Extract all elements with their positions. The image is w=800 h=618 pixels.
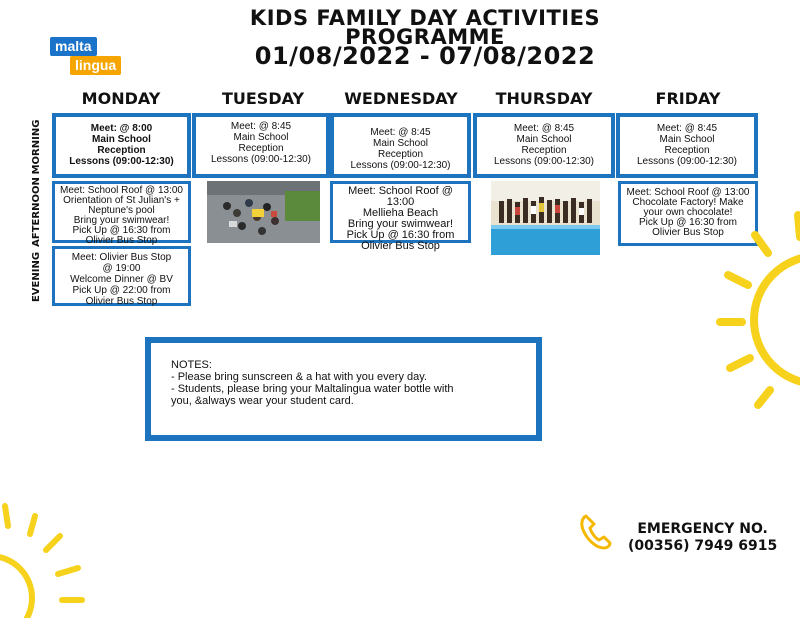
- tuesday-group-photo: [207, 181, 320, 243]
- evening-monday-cell: Meet: Olivier Bus Stop @ 19:00 Welcome Dinner @ BV Pick Up @ 22:00 from Olivier Bus Stop: [52, 246, 191, 306]
- row-label-morning: MORNING: [31, 119, 42, 175]
- morning-tuesday-cell: Meet: @ 8:45 Main School Reception Lessons (09:00-12:30): [192, 113, 330, 178]
- afternoon-wednesday-cell: Meet: School Roof @ 13:00 Mellieha Beach Bring your swimwear! Pick Up @ 16:30 from Olivier Bus Stop: [330, 181, 471, 243]
- morning-monday-cell: Meet: @ 8:00 Main School Reception Lessons (09:00-12:30): [52, 113, 191, 178]
- notes-line-2: - Students, please bring your Maltalingua water bottle with: [171, 383, 454, 395]
- logo-word-malta: malta: [50, 37, 97, 56]
- date-range: 01/08/2022 - 07/08/2022: [254, 42, 596, 70]
- notes-heading: NOTES:: [171, 359, 212, 371]
- day-header-friday: FRIDAY: [655, 89, 721, 108]
- sun-decoration-left-icon: [0, 498, 90, 618]
- sun-decoration-right-icon: [700, 205, 800, 415]
- logo-word-lingua: lingua: [70, 56, 121, 75]
- day-header-monday: MONDAY: [81, 89, 161, 108]
- morning-wednesday-cell: Meet: @ 8:45 Main School Reception Lessons (09:00-12:30): [330, 113, 471, 178]
- day-header-thursday: THURSDAY: [495, 89, 593, 108]
- phone-icon: [578, 512, 614, 552]
- notes-line-3: you, &always wear your student card.: [171, 395, 354, 407]
- day-header-wednesday: WEDNESDAY: [344, 89, 458, 108]
- morning-friday-cell: Meet: @ 8:45 Main School Reception Lessons (09:00-12:30): [616, 113, 758, 178]
- thursday-pool-photo: [491, 181, 600, 255]
- maltalingua-logo: [50, 37, 130, 82]
- title-line-1: KIDS FAMILY DAY ACTIVITIES: [249, 6, 601, 30]
- afternoon-friday-cell: Meet: School Roof @ 13:00 Chocolate Factory! Make your own chocolate! Pick Up @ 16:30 from Olivier Bus Stop: [618, 181, 758, 246]
- emergency-number: (00356) 7949 6915: [628, 538, 778, 554]
- row-label-evening: EVENING: [31, 251, 42, 303]
- day-header-tuesday: TUESDAY: [221, 89, 305, 108]
- title-line-2: PROGRAMME: [345, 25, 505, 49]
- afternoon-monday-cell: Meet: School Roof @ 13:00 Orientation of St Julian's + Neptune's pool Bring your swimwear! Pick Up @ 16:30 from Olivier Bus Stop: [52, 181, 191, 243]
- notes-box: [145, 337, 542, 441]
- emergency-contact: [628, 521, 777, 555]
- notes-line-1: - Please bring sunscreen & a hat with you every day.: [171, 371, 427, 383]
- emergency-label: EMERGENCY NO.: [637, 521, 768, 537]
- row-label-afternoon: AFTERNOON: [31, 177, 42, 247]
- morning-thursday-cell: Meet: @ 8:45 Main School Reception Lessons (09:00-12:30): [473, 113, 615, 178]
